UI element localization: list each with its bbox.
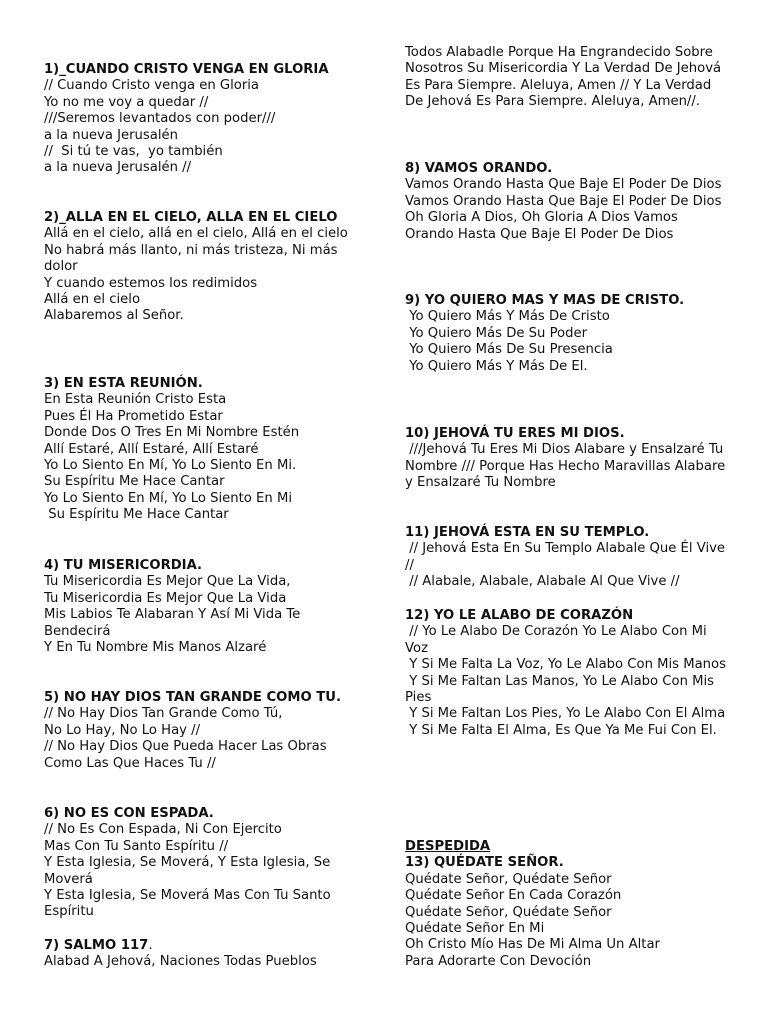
song-title: 6) NO ES CON ESPADA. [44, 806, 214, 821]
song-title: 7) SALMO 117 [44, 938, 149, 953]
lyric-line: // Alabale, Alabale, Alabale Al Que Vive // [405, 574, 680, 590]
song-title-row [44, 938, 366, 954]
song-13 [405, 839, 727, 970]
song-title: 9) YO QUIERO MAS Y MAS DE CRISTO. [405, 293, 685, 308]
lyric-line: Y cuando estemos los redimidos [44, 275, 258, 291]
lyric-line: No habrá más llanto, ni más tristeza, Ni más dolor [44, 242, 342, 275]
song-3 [44, 376, 366, 524]
lyric-line: ///Jehová Tu Eres Mi Dios Alabare y Ensalzaré Tu Nombre /// Porque Has Hecho Maravillas Alabare y Ensalzaré Tu Nombre [405, 442, 730, 491]
lyric-line: Y En Tu Nombre Mis Manos Alzaré [44, 640, 267, 656]
lyric-line: Y Esta Iglesia, Se Moverá, Y Esta Iglesia, Se Moverá [44, 855, 335, 887]
lyric-line: // No Es Con Espada, Ni Con Ejercito [44, 822, 282, 838]
lyric-line: Yo no me voy a quedar // [44, 94, 209, 110]
song-title: 1)_CUANDO CRISTO VENGA EN GLORIA [44, 62, 329, 77]
lyric-line: No Lo Hay, No Lo Hay // [44, 722, 201, 738]
song-5 [44, 690, 366, 772]
lyric-line: Alabaremos al Señor. [44, 308, 184, 324]
song-7-continued [405, 45, 727, 111]
lyric-line: Todos Alabadle Porque Ha Engrandecido Sobre Nosotros Su Misericordia Y La Verdad De Jehová Es Para Siempre. Aleluya, Amen // Y La Verdad De Jehová Es Para Siempre. Aleluya, Amen//. [405, 45, 726, 110]
song-title: 2)_ALLA EN EL CIELO, ALLA EN EL CIELO [44, 210, 338, 225]
lyric-line: // No Hay Dios Tan Grande Como Tú, [44, 706, 283, 722]
song-12 [405, 608, 727, 739]
lyric-line: // Yo Le Alabo De Corazón Yo Le Alabo Con Mi Voz [405, 624, 711, 656]
lyric-line: Su Espíritu Me Hace Cantar [44, 474, 225, 490]
lyric-line: Yo Lo Siento En Mí, Yo Lo Siento En Mi [44, 490, 292, 506]
song-title: 8) VAMOS ORANDO. [405, 161, 553, 176]
lyric-line: Yo Lo Siento En Mí, Yo Lo Siento En Mi. [44, 458, 297, 474]
section-label: DESPEDIDA [405, 839, 491, 854]
lyric-line: Y Si Me Falta El Alma, Es Que Ya Me Fui Con El. [405, 722, 717, 738]
lyric-line: Y Si Me Falta La Voz, Yo Le Alabo Con Mis Manos [405, 657, 726, 673]
lyric-line: Su Espíritu Me Hace Cantar [44, 507, 229, 523]
lyric-line: // Cuando Cristo venga en Gloria [44, 78, 260, 94]
lyric-line: Mis Labios Te Alabaran Y Así Mi Vida Te Bendecirá [44, 607, 305, 639]
lyric-line: a la nueva Jerusalén // [44, 160, 192, 176]
lyric-line: Y Si Me Faltan Los Pies, Yo Le Alabo Con El Alma [405, 706, 726, 722]
lyric-line: Yo Quiero Más De Su Poder [405, 325, 588, 341]
lyric-line: Allá en el cielo, allá en el cielo, Allá en el cielo [44, 226, 348, 242]
song-1 [44, 62, 366, 177]
lyric-line: Quédate Señor, Quédate Señor [405, 904, 612, 920]
lyric-line: Donde Dos O Tres En Mi Nombre Estén [44, 425, 300, 441]
song-title: 3) EN ESTA REUNIÓN. [44, 376, 203, 391]
lyric-line: a la nueva Jerusalén [44, 127, 178, 143]
lyric-line: Tu Misericordia Es Mejor Que La Vida, [44, 574, 291, 590]
lyric-line: En Esta Reunión Cristo Esta [44, 392, 227, 408]
lyric-line: Yo Quiero Más Y Más De Cristo [405, 309, 610, 325]
lyric-line: Allí Estaré, Allí Estaré, Allí Estaré [44, 441, 259, 457]
lyric-line: Y Si Me Faltan Las Manos, Yo Le Alabo Con Mis Pies [405, 673, 719, 706]
lyric-line: Vamos Orando Hasta Que Baje El Poder De Dios Vamos Orando Hasta Que Baje El Poder De Dios Oh Gloria A Dios, Oh Gloria A Dios Vamos Orando Hasta Que Baje El Poder De Dios [405, 177, 726, 242]
lyric-line: // Si tú te vas, yo también [44, 144, 223, 160]
song-title: 10) JEHOVÁ TU ERES MI DIOS. [405, 426, 625, 441]
lyric-line: Oh Cristo Mío Has De Mi Alma Un Altar [405, 937, 660, 953]
lyric-line: Allá en el cielo [44, 292, 141, 308]
song-title: 5) NO HAY DIOS TAN GRANDE COMO TU. [44, 690, 342, 705]
song-title: 13) QUÉDATE SEÑOR. [405, 855, 564, 871]
lyric-line: ///Seremos levantados con poder/// [44, 111, 276, 127]
song-7 [44, 938, 366, 971]
lyric-line: // No Hay Dios Que Pueda Hacer Las Obras Como Las Que Haces Tu // [44, 739, 331, 771]
song-title: 4) TU MISERICORDIA. [44, 558, 203, 573]
song-10 [405, 426, 730, 492]
lyric-line: Mas Con Tu Santo Espíritu // [44, 838, 229, 854]
song-6 [44, 806, 366, 921]
song-title-suffix: . [148, 938, 153, 953]
song-4 [44, 558, 366, 656]
lyric-line: Tu Misericordia Es Mejor Que La Vida [44, 590, 287, 606]
song-11 [405, 525, 730, 591]
song-2 [44, 210, 366, 325]
lyric-line: Quédate Señor En Cada Corazón [405, 888, 622, 904]
lyric-line: Alabad A Jehová, Naciones Todas Pueblos [44, 954, 317, 970]
lyric-line: Yo Quiero Más Y Más De El. [405, 358, 588, 374]
lyric-line: Yo Quiero Más De Su Presencia [405, 342, 613, 358]
lyric-line: // Jehová Esta En Su Templo Alabale Que Él Vive // [405, 541, 730, 573]
song-9 [405, 293, 727, 375]
song-8 [405, 161, 727, 243]
song-title: 11) JEHOVÁ ESTA EN SU TEMPLO. [405, 525, 650, 540]
lyric-line: Quédate Señor, Quédate Señor [405, 871, 612, 887]
lyric-line: Y Esta Iglesia, Se Moverá Mas Con Tu Santo Espíritu [44, 888, 335, 920]
lyric-line: Para Adorarte Con Devoción [405, 953, 592, 969]
lyric-line: Pues Él Ha Prometido Estar [44, 408, 223, 424]
song-title: 12) YO LE ALABO DE CORAZÓN [405, 608, 634, 623]
lyric-line: Quédate Señor En Mi [405, 921, 545, 937]
